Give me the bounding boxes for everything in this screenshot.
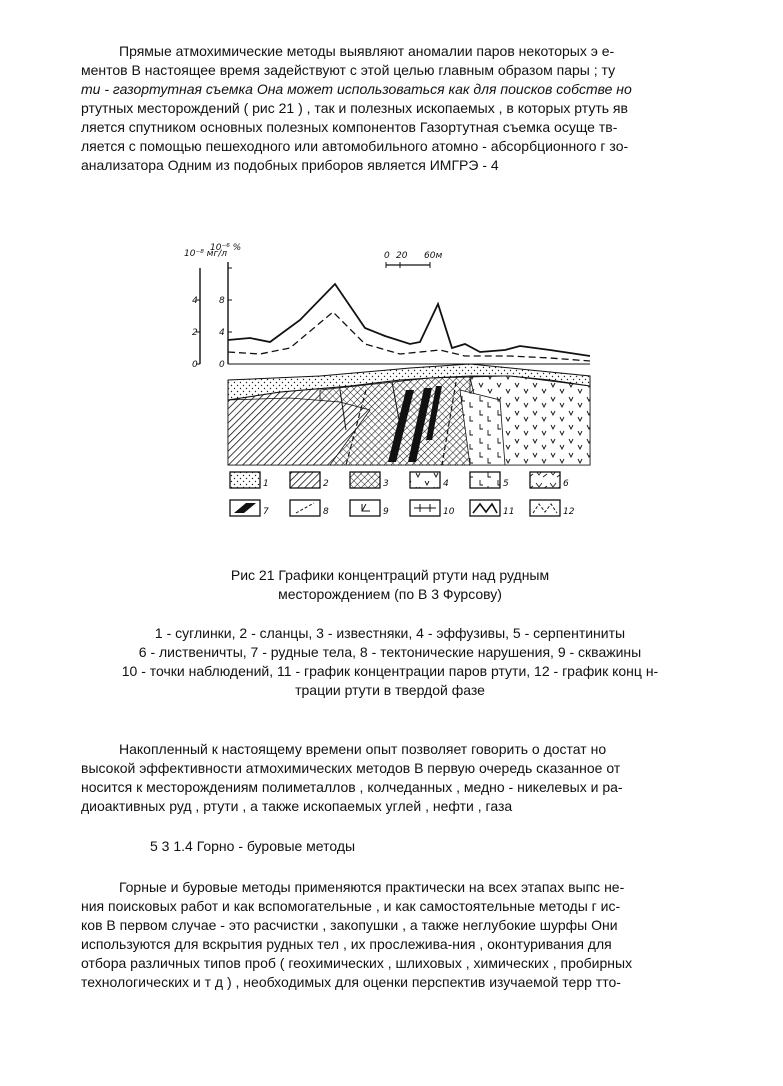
paragraph-1 (81, 42, 711, 175)
section-heading: 5 3 1.4 Горно - буровые методы (150, 838, 356, 854)
paragraph-line: Накопленный к настоящему времени опыт позволяет говорить о достат но (119, 741, 607, 757)
legend-item (230, 472, 269, 489)
y1-unit-label: 10⁻⁸ мг/л (184, 249, 227, 259)
legend-item (470, 472, 509, 489)
scale-bar (384, 251, 442, 268)
legend-line: 1 - суглинки, 2 - сланцы, 3 - известняки, 4 - эффузивы, 5 - серпентиниты (154, 625, 626, 641)
legend-number: 2 (323, 479, 329, 489)
paragraph-line: анализатора Одним из подобных приборов является ИМГРЭ - 4 (81, 157, 499, 173)
legend-number: 11 (503, 507, 515, 517)
legend-number: 6 (563, 479, 569, 489)
paragraph-line: технологических и т д ) , необходимых для оценки перспектив изучаемой терр тто- (81, 974, 621, 990)
paragraph-line: высокой эффективности атмохимических методов В первую очередь сказанное от (81, 760, 621, 776)
legend-line: трации ртути в твердой фазе (295, 682, 485, 698)
caption-line: месторождением (по В 3 Фурсову) (278, 586, 502, 602)
legend-number: 1 (263, 479, 269, 489)
scale-label: 0 (384, 251, 390, 261)
scale-label: 20 (396, 251, 408, 261)
paragraph-line: ляется с помощью пешеходного или автомобильного атомно - абсорбционного г зо- (81, 138, 629, 154)
legend-number: 3 (383, 479, 389, 489)
paragraph-line: ментов В настоящее время задействуют с этой целью главным образом пары ; ту (81, 62, 616, 78)
legend-number: 4 (443, 479, 449, 489)
legend-item (230, 500, 269, 517)
legend-item (290, 472, 329, 489)
series-mercury-solid (228, 312, 590, 361)
caption-line: Рис 21 Графики концентраций ртути над рудным (230, 567, 550, 583)
paragraph-line: ков В первом случае - это расчистки , закопушки , а также неглубокие шурфы Они (81, 917, 618, 933)
figure-21 (170, 240, 600, 530)
y1-tick-label: 2 (192, 328, 198, 338)
geological-section (228, 364, 590, 465)
legend-description (60, 624, 720, 700)
legend-number: 7 (263, 507, 269, 517)
paragraph-3 (81, 878, 711, 992)
paragraph-line: носится к месторождениям полиметаллов , колчеданных , медно - никелевых и ра- (81, 779, 623, 795)
paragraph-line: отбора различных типов проб ( геохимических , шлиховых , химических , пробирных (81, 955, 633, 971)
scale-label: 60м (424, 251, 443, 261)
legend-number: 5 (503, 479, 509, 489)
legend-number: 9 (383, 507, 389, 517)
paragraph-line: ляется спутником основных полезных компонентов Газортутная съемка осуще тв- (81, 119, 618, 135)
legend-item (410, 500, 455, 517)
legend-line: 10 - точки наблюдений, 11 - график концентрации паров ртути, 12 - график конц н- (121, 663, 659, 679)
paragraph-line: ти - газортутная съемка Она может использоваться как для поисков собстве но (81, 81, 632, 97)
y2-tick-label: 0 (219, 360, 225, 370)
y-axes (184, 243, 241, 370)
legend-item (350, 472, 389, 489)
legend-item (530, 500, 575, 517)
figure-caption (60, 566, 720, 604)
y2-tick-label: 8 (219, 296, 225, 306)
paragraph-line: Прямые атмохимические методы выявляют аномалии паров некоторых э е- (119, 43, 615, 59)
paragraph-line: используются для вскрытия рудных тел , их прослежива-ния , оконтуривания для (81, 936, 612, 952)
y1-tick-label: 0 (192, 360, 198, 370)
y2-unit-label: 10⁻⁶ % (210, 243, 242, 253)
legend-item (410, 472, 449, 489)
paragraph-line: ртутных месторождений ( рис 21 ) , так и полезных ископаемых , в которых ртуть яв (81, 100, 628, 116)
legend-item (350, 500, 389, 517)
paragraph-line: Горные и буровые методы применяются практически на всех этапах выпс не- (119, 879, 625, 895)
series-mercury-vapour (228, 284, 590, 356)
legend-number: 10 (443, 507, 455, 517)
y1-tick-label: 4 (192, 296, 198, 306)
legend-item (290, 500, 329, 517)
paragraph-line: диоактивных руд , ртути , а также ископаемых углей , нефти , газа (81, 798, 513, 814)
paragraph-2 (81, 740, 711, 816)
legend-item (470, 500, 514, 517)
legend-number: 12 (563, 507, 575, 517)
paragraph-line: ния поисковых работ и как вспомогательные , и как самостоятельные методы г ис- (81, 898, 621, 914)
y2-tick-label: 4 (219, 328, 225, 338)
legend-line: 6 - лиственичты, 7 - рудные тела, 8 - тектонические нарушения, 9 - скважины (138, 644, 642, 660)
legend-number: 8 (323, 507, 329, 517)
legend-item (530, 472, 569, 489)
figure-legend (230, 472, 575, 517)
